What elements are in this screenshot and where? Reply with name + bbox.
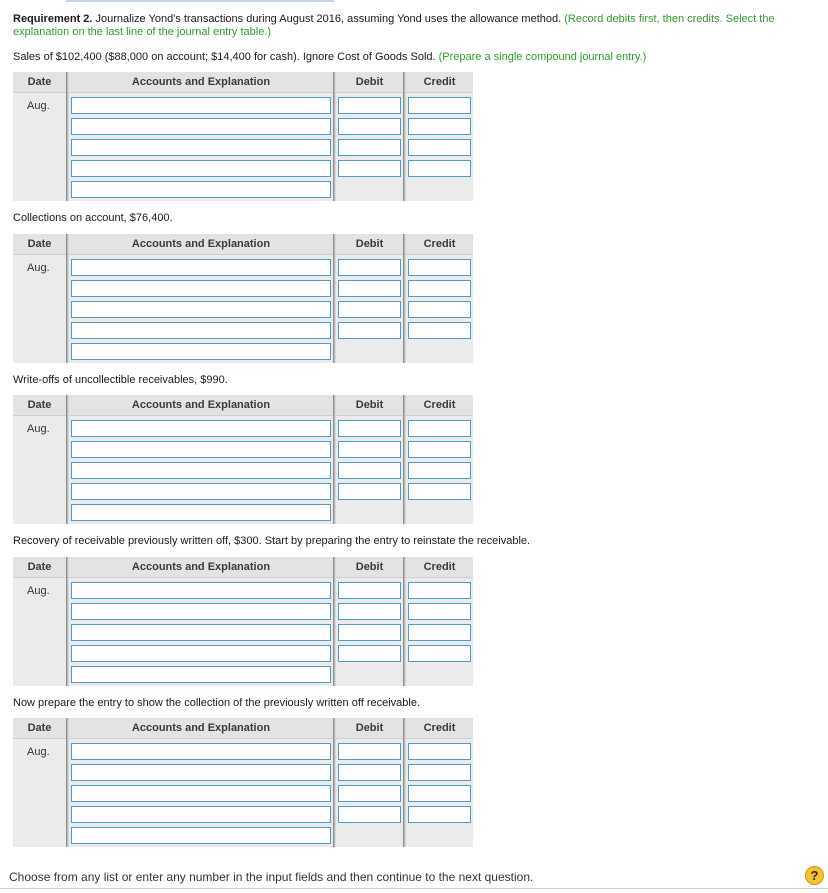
header-debit: Debit	[355, 238, 384, 250]
credit-input[interactable]	[408, 645, 471, 662]
entry-4-prompt	[13, 535, 530, 548]
date-cell: Aug.	[27, 746, 50, 758]
debit-input[interactable]	[338, 160, 401, 177]
entry-2-prompt-text: Collections on account, $76,400.	[13, 212, 173, 224]
column-divider	[333, 557, 336, 686]
requirement-heading	[13, 13, 803, 39]
header-date: Date	[27, 76, 52, 88]
debit-input[interactable]	[338, 118, 401, 135]
account-input[interactable]	[71, 504, 331, 521]
credit-input[interactable]	[408, 118, 471, 135]
header-credit: Credit	[423, 238, 456, 250]
date-cell: Aug.	[27, 585, 50, 597]
debit-input[interactable]	[338, 462, 401, 479]
debit-input[interactable]	[338, 806, 401, 823]
account-input[interactable]	[71, 322, 331, 339]
debit-input[interactable]	[338, 645, 401, 662]
header-accounts: Accounts and Explanation	[131, 76, 271, 88]
footer-instruction: Choose from any list or enter any number in the input fields and then continue to the next question.	[9, 870, 534, 884]
debit-input[interactable]	[338, 139, 401, 156]
column-divider	[333, 718, 336, 847]
column-divider	[333, 234, 336, 363]
column-divider	[403, 557, 406, 686]
account-input[interactable]	[71, 118, 331, 135]
credit-input[interactable]	[408, 322, 471, 339]
account-input[interactable]	[71, 785, 331, 802]
date-cell: Aug.	[27, 262, 50, 274]
account-input[interactable]	[71, 582, 331, 599]
footer-divider	[0, 888, 828, 889]
debit-input[interactable]	[338, 624, 401, 641]
journal-table-2	[13, 234, 473, 363]
credit-input[interactable]	[408, 483, 471, 500]
entry-1-prompt-text: Sales of $102,400 ($88,000 on account; $14,400 for cash). Ignore Cost of Goods Sold.	[13, 51, 439, 63]
account-input[interactable]	[71, 97, 331, 114]
requirement-label: Requirement 2.	[13, 13, 93, 25]
column-divider	[66, 718, 69, 847]
account-input[interactable]	[71, 624, 331, 641]
account-input[interactable]	[71, 827, 331, 844]
account-input[interactable]	[71, 441, 331, 458]
entry-2-prompt	[13, 212, 173, 225]
credit-input[interactable]	[408, 160, 471, 177]
header-accounts: Accounts and Explanation	[131, 561, 271, 573]
entry-1-prompt	[13, 51, 646, 64]
requirement-note: (Record debits first, then credits. Select the explanation on the last line of the journal entry table.)	[13, 13, 775, 38]
column-divider	[66, 234, 69, 363]
journal-table-4	[13, 557, 473, 686]
entry-4-prompt-text: Recovery of receivable previously written off, $300. Start by preparing the entry to reinstate the receivable.	[13, 535, 531, 547]
credit-input[interactable]	[408, 420, 471, 437]
entry-3-prompt-text: Write-offs of uncollectible receivables, $990.	[13, 374, 228, 386]
column-divider	[66, 395, 69, 524]
debit-input[interactable]	[338, 582, 401, 599]
credit-input[interactable]	[408, 603, 471, 620]
debit-input[interactable]	[338, 420, 401, 437]
account-input[interactable]	[71, 483, 331, 500]
header-debit: Debit	[355, 722, 384, 734]
debit-input[interactable]	[338, 743, 401, 760]
credit-input[interactable]	[408, 785, 471, 802]
debit-input[interactable]	[338, 97, 401, 114]
column-divider	[66, 557, 69, 686]
header-debit: Debit	[355, 561, 384, 573]
column-divider	[403, 234, 406, 363]
credit-input[interactable]	[408, 441, 471, 458]
account-input[interactable]	[71, 259, 331, 276]
credit-input[interactable]	[408, 301, 471, 318]
previous-table-edge	[66, 0, 334, 2]
journal-table-5	[13, 718, 473, 847]
requirement-text: Journalize Yond's transactions during August 2016, assuming Yond uses the allowance method.	[92, 13, 565, 25]
debit-input[interactable]	[338, 280, 401, 297]
debit-input[interactable]	[338, 603, 401, 620]
account-input[interactable]	[71, 420, 331, 437]
account-input[interactable]	[71, 462, 331, 479]
account-input[interactable]	[71, 280, 331, 297]
entry-5-prompt	[13, 697, 420, 710]
account-input[interactable]	[71, 139, 331, 156]
debit-input[interactable]	[338, 483, 401, 500]
account-input[interactable]	[71, 301, 331, 318]
help-icon[interactable]: ?	[805, 866, 824, 885]
account-input[interactable]	[71, 764, 331, 781]
column-divider	[333, 72, 336, 201]
debit-input[interactable]	[338, 441, 401, 458]
date-cell: Aug.	[27, 423, 50, 435]
account-input[interactable]	[71, 743, 331, 760]
header-credit: Credit	[423, 561, 456, 573]
credit-input[interactable]	[408, 139, 471, 156]
account-input[interactable]	[71, 160, 331, 177]
header-debit: Debit	[355, 399, 384, 411]
header-credit: Credit	[423, 722, 456, 734]
header-accounts: Accounts and Explanation	[131, 238, 271, 250]
header-date: Date	[27, 561, 52, 573]
debit-input[interactable]	[338, 764, 401, 781]
header-accounts: Accounts and Explanation	[131, 722, 271, 734]
credit-input[interactable]	[408, 97, 471, 114]
column-divider	[333, 395, 336, 524]
credit-input[interactable]	[408, 280, 471, 297]
journal-table-3	[13, 395, 473, 524]
column-divider	[66, 72, 69, 201]
account-input[interactable]	[71, 666, 331, 683]
debit-input[interactable]	[338, 322, 401, 339]
credit-input[interactable]	[408, 259, 471, 276]
debit-input[interactable]	[338, 259, 401, 276]
header-credit: Credit	[423, 399, 456, 411]
header-credit: Credit	[423, 76, 456, 88]
account-input[interactable]	[71, 806, 331, 823]
column-divider	[403, 72, 406, 201]
credit-input[interactable]	[408, 806, 471, 823]
entry-3-prompt	[13, 374, 228, 387]
account-input[interactable]	[71, 645, 331, 662]
account-input[interactable]	[71, 603, 331, 620]
credit-input[interactable]	[408, 624, 471, 641]
debit-input[interactable]	[338, 785, 401, 802]
credit-input[interactable]	[408, 764, 471, 781]
header-date: Date	[27, 238, 52, 250]
header-date: Date	[27, 399, 52, 411]
account-input[interactable]	[71, 181, 331, 198]
debit-input[interactable]	[338, 301, 401, 318]
credit-input[interactable]	[408, 582, 471, 599]
header-debit: Debit	[355, 76, 384, 88]
entry-1-prompt-note: (Prepare a single compound journal entry.)	[438, 51, 647, 63]
header-accounts: Accounts and Explanation	[131, 399, 271, 411]
credit-input[interactable]	[408, 462, 471, 479]
entry-5-prompt-text: Now prepare the entry to show the collection of the previously written off receivable.	[13, 697, 421, 709]
header-date: Date	[27, 722, 52, 734]
column-divider	[403, 395, 406, 524]
journal-table-1	[13, 72, 473, 201]
column-divider	[403, 718, 406, 847]
account-input[interactable]	[71, 343, 331, 360]
date-cell: Aug.	[27, 100, 50, 112]
credit-input[interactable]	[408, 743, 471, 760]
